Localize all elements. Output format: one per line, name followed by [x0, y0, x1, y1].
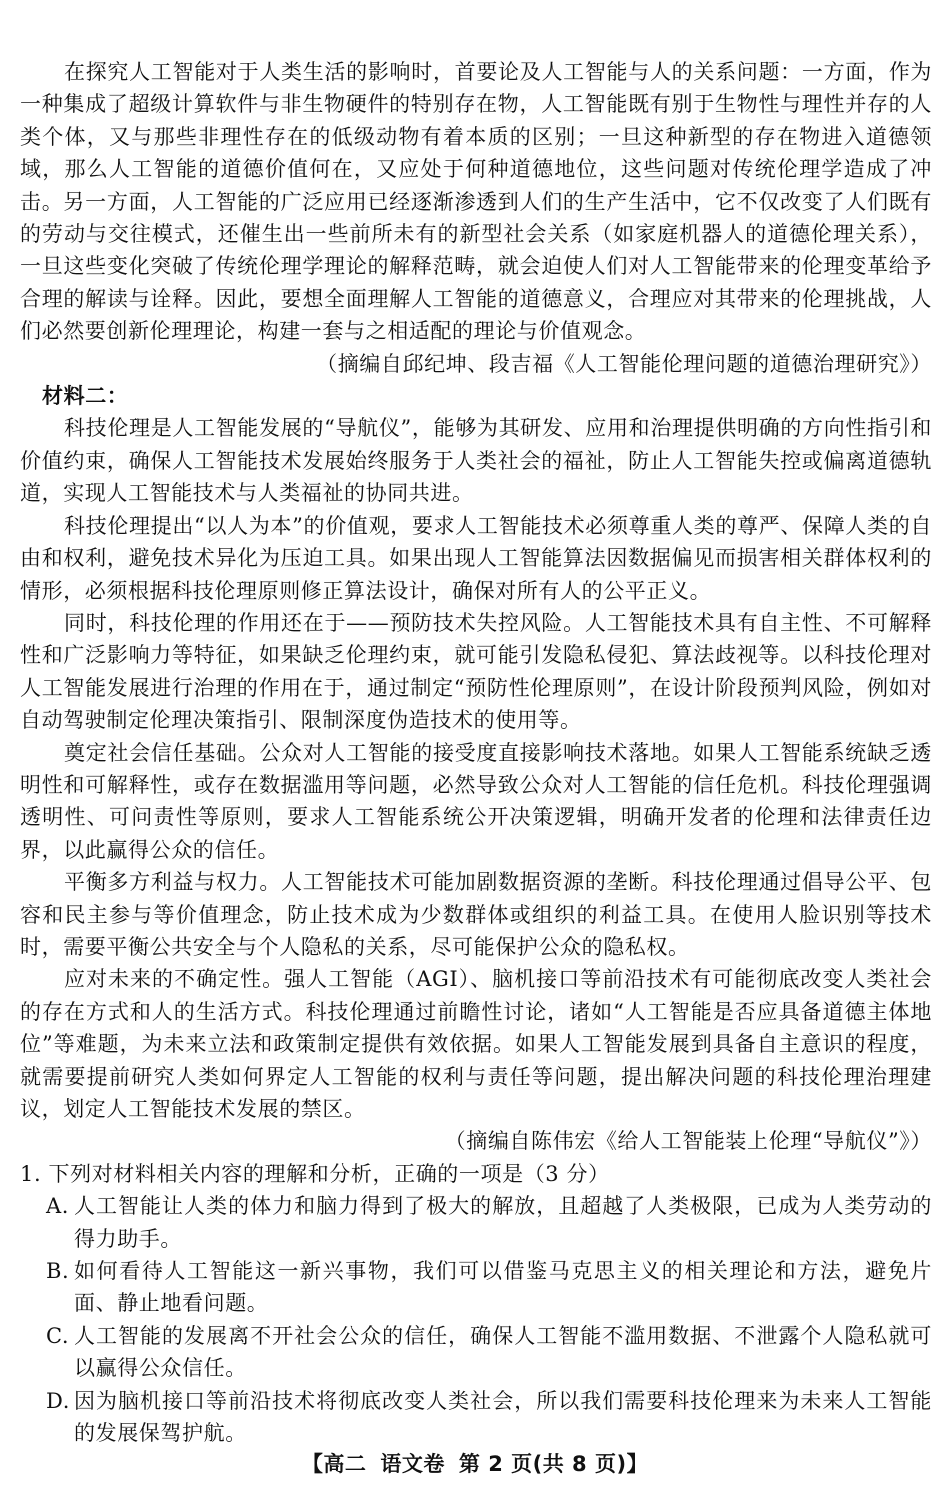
exam-page [20, 56, 932, 1449]
material2-heading: 材料二： [42, 384, 129, 409]
question-1-option-a [20, 1190, 932, 1255]
material2-source: （摘编自陈伟宏《给人工智能装上伦理“导航仪”》） [444, 1129, 932, 1154]
option-text: 因为脑机接口等前沿技术将彻底改变人类社会，所以我们需要科技伦理来为未来人工智能的发展保驾护航。 [74, 1388, 932, 1446]
option-letter: D. [46, 1388, 70, 1413]
material2-paragraph-1: 科技伦理是人工智能发展的“导航仪”，能够为其研发、应用和治理提供明确的方向性指引和价值约束，确保人工智能技术发展始终服务于人类社会的福祉，防止人工智能失控或偏离道德轨道，实现人工智能技术与人类福祉的协同共进。 [20, 416, 932, 506]
material2-paragraph-2: 科技伦理提出“以人为本”的价值观，要求人工智能技术必须尊重人类的尊严、保障人类的自由和权利，避免技术异化为压迫工具。如果出现人工智能算法因数据偏见而损害相关群体权利的情形，必须根据科技伦理原则修正算法设计，确保对所有人的公平正义。 [20, 513, 932, 603]
question-1-option-b [20, 1255, 932, 1320]
footer-grade: 高二 [323, 1452, 367, 1476]
footer-subject: 语文卷 [380, 1452, 445, 1476]
footer-bracket-close: 】 [626, 1452, 649, 1476]
material2-paragraph-6: 应对未来的不确定性。强人工智能（AGI）、脑机接口等前沿技术有可能彻底改变人类社会的存在方式和人的生活方式。科技伦理通过前瞻性讨论，诸如“人工智能是否应具备道德主体地位”等难题，为未来立法和政策制定提供有效依据。如果人工智能发展到具备自主意识的程度，就需要提前研究人类如何界定人工智能的权利与责任等问题，提出解决问题的科技伦理治理建议，划定人工智能技术发展的禁区。 [20, 967, 932, 1121]
page-footer [0, 1448, 950, 1480]
option-text: 如何看待人工智能这一新兴事物，我们可以借鉴马克思主义的相关理论和方法，避免片面、静止地看问题。 [74, 1259, 932, 1316]
option-letter: C. [46, 1323, 70, 1348]
material2-paragraph-3: 同时，科技伦理的作用还在于——预防技术失控风险。人工智能技术具有自主性、不可解释性和广泛影响力等特征，如果缺乏伦理约束，就可能引发隐私侵犯、算法歧视等。以科技伦理对人工智能发展进行治理的作用在于，通过制定“预防性伦理原则”，在设计阶段预判风险，例如对自动驾驶制定伦理决策指引、限制深度伪造技术的使用等。 [20, 610, 932, 733]
option-text: 人工智能的发展离不开社会公众的信任，确保人工智能不滥用数据、不泄露个人隐私就可以赢得公众信任。 [74, 1323, 932, 1381]
passage1-source: （摘编自邱纪坤、段吉福《人工智能伦理问题的道德治理研究》） [316, 351, 932, 376]
footer-page-number: 第 2 页(共 8 页) [458, 1452, 627, 1476]
question-1-option-d [20, 1385, 932, 1450]
material2-paragraph-5: 平衡多方利益与权力。人工智能技术可能加剧数据资源的垄断。科技伦理通过倡导公平、包容和民主参与等价值理念，防止技术成为少数群体或组织的利益工具。在使用人脸识别等技术时，需要平衡公共安全与个人隐私的关系，尽可能保护公众的隐私权。 [20, 870, 932, 959]
passage1-paragraph: 在探究人工智能对于人类生活的影响时，首要论及人工智能与人的关系问题：一方面，作为一种集成了超级计算软件与非生物硬件的特别存在物，人工智能既有别于生物性与理性并存的人类个体，又与那些非理性存在的低级动物有着本质的区别；一旦这种新型的存在物进入道德领域，那么人工智能的道德价值何在，又应处于何种道德地位，这些问题对传统伦理学造成了冲击。另一方面，人工智能的广泛应用已经逐渐渗透到人们的生产生活中，它不仅改变了人们既有的劳动与交往模式，还催生出一些前所未有的新型社会关系（如家庭机器人的道德伦理关系），一旦这些变化突破了传统伦理学理论的解释范畴，就会迫使人们对人工智能带来的伦理变革给予合理的解读与诠释。因此，要想全面理解人工智能的道德意义，合理应对其带来的伦理挑战，人们必然要创新伦理理论，构建一套与之相适配的理论与价值观念。 [20, 60, 932, 344]
material2-paragraph-4: 奠定社会信任基础。公众对人工智能的接受度直接影响技术落地。如果人工智能系统缺乏透明性和可解释性，或存在数据滥用等问题，必然导致公众对人工智能的信任危机。科技伦理强调透明性、可问责性等原则，要求人工智能系统公开决策逻辑，明确开发者的伦理和法律责任边界，以此赢得公众的信任。 [20, 740, 932, 862]
question-1-stem: 1. 下列对材料相关内容的理解和分析，正确的一项是（3 分） [20, 1161, 610, 1186]
question-1-option-c [20, 1320, 932, 1385]
option-text: 人工智能让人类的体力和脑力得到了极大的解放，且超越了人类极限，已成为人类劳动的得力助手。 [74, 1194, 932, 1251]
footer-bracket-open: 【 [301, 1452, 324, 1476]
option-letter: B. [46, 1259, 70, 1284]
option-letter: A. [46, 1194, 70, 1219]
